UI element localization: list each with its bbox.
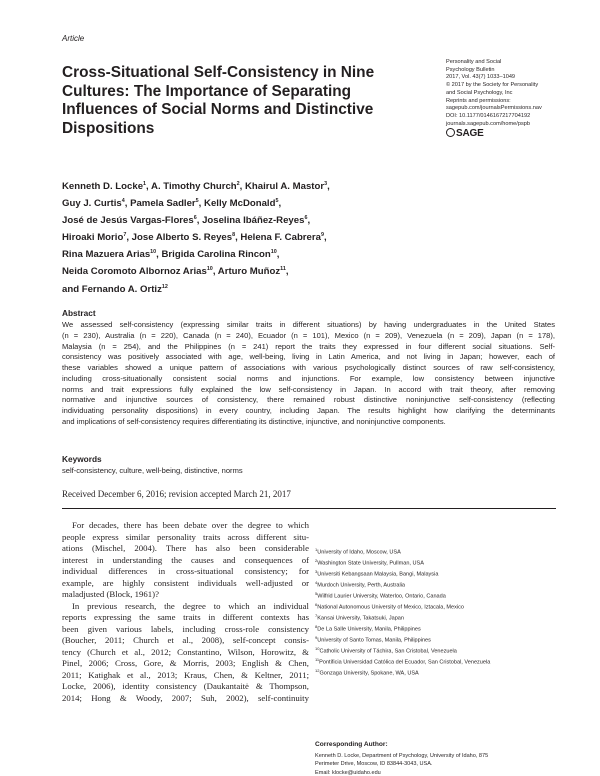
affiliation-marker: 6 [315, 602, 318, 607]
affiliation-text: Kansai University, Takatsuki, Japan [317, 615, 404, 622]
affiliation-text: Catholic University of Táchira, San Cristobal, Venezuela [319, 648, 457, 655]
author-name: Brigida Carolina Rincon [161, 249, 271, 261]
abstract-line: and implications of self-consistency requires differentiating its distinctive, injunctive, and noninjunctive components. [62, 416, 446, 426]
affiliation-marker: 3 [315, 569, 318, 574]
affiliation-marker: 1 [315, 547, 318, 552]
affiliation-item [315, 612, 560, 623]
author-affiliation-marker: 12 [161, 283, 168, 290]
affiliation-text: De La Salle University, Manila, Philippines [317, 626, 421, 633]
corresponding-line: Kenneth D. Locke, Department of Psychology, University of Idaho, 875 [315, 753, 489, 759]
author-line: and Fernando A. Ortiz$^{12}$ [62, 283, 168, 295]
affiliation-marker: 5 [315, 591, 318, 596]
affiliation-item [315, 546, 560, 557]
affiliation-item [315, 568, 560, 579]
title-line: Cultures: The Importance of Separating [62, 82, 352, 100]
affiliation-item [315, 667, 560, 678]
sage-circle-icon [446, 128, 455, 137]
article-type-label: Article [62, 34, 85, 43]
journal-info-line: Personality and Social [446, 59, 502, 65]
section-divider [62, 508, 556, 509]
abstract-line: individuating personality dispositions) in every country, including Japan. The results highlight how clarifying the determinants [62, 406, 555, 415]
author-affiliation-marker: 6 [304, 215, 308, 222]
journal-info [446, 59, 566, 128]
affiliation-item [315, 579, 560, 590]
author-name: Hiroaki Morio [62, 232, 124, 244]
author-name: Khairul A. Mastor [245, 181, 325, 192]
paper-title [62, 64, 422, 138]
body-line: 2014; Hong & Woody, 2007; Suh, 2002), self-continuity [62, 692, 309, 703]
affiliation-marker: 4 [315, 580, 318, 585]
author-name: Joselina Ibáñez-Reyes [202, 215, 305, 227]
author-affiliation-marker: 8 [232, 232, 236, 239]
affiliation-text: Washington State University, Pullman, USA [317, 560, 424, 567]
affiliation-marker: 8 [315, 624, 318, 629]
author-name: A. Timothy Church [151, 181, 237, 192]
author-name: Guy J. Curtis [62, 198, 122, 210]
author-affiliation-marker: 4 [121, 198, 125, 205]
body-line: Pinel, 2006; Cross, Gore, & Morris, 2003; English & Chen, [62, 658, 309, 668]
author-name: Fernando A. Ortiz [81, 283, 162, 295]
body-line: 2011; Katighak et al., 2013; Kraus, Chen, & Keltner, 2011; [62, 669, 309, 680]
title-line: Dispositions [62, 119, 155, 137]
journal-info-line: journals.sagepub.com/home/pspb [446, 120, 530, 127]
author-name: Rina Mazuera Arias [62, 249, 151, 261]
abstract-line: norms and trait expressions fully explained the low self-consistency in Japan. In accord with trait theory, after removing [62, 384, 555, 394]
author-name: Arturo Muñoz [217, 266, 281, 278]
abstract-line: these variables showed a unique pattern of associations with various psychologically distinct sources of raw self-consistency, [62, 363, 555, 372]
abstract-body [62, 320, 555, 428]
body-text [62, 520, 309, 704]
abstract-line: normative and injunctive sources of consistency, there remained robust distinctive noninjunctive self-consistency (reflecting [62, 395, 555, 405]
sage-logo [446, 128, 484, 139]
body-line: example, are highly consistent individuals well-adjusted or [62, 577, 309, 588]
affiliation-item [315, 601, 560, 612]
affiliation-marker: 9 [315, 635, 318, 640]
affiliation-text: Gonzaga University, Spokane, WA, USA [319, 670, 419, 677]
author-affiliation-marker: 10 [270, 249, 277, 256]
author-name: Pamela Sadler [130, 198, 196, 210]
author-affiliation-marker: 1 [143, 181, 147, 187]
journal-info-line: © 2017 by the Society for Personality [446, 82, 539, 89]
author-name: Helena F. Cabrera [240, 232, 321, 244]
author-name: Kenneth D. Locke [62, 181, 144, 192]
affiliation-marker: 7 [315, 613, 318, 618]
author-name: Kelly McDonald [204, 198, 276, 210]
author-affiliation-marker: 7 [123, 232, 127, 239]
affiliation-item [315, 623, 560, 634]
affiliation-item [315, 656, 560, 667]
affiliation-marker: 10 [315, 646, 320, 651]
body-line: people express similar personality traits across different situ- [62, 531, 309, 542]
body-line: tency (Church et al., 2012; Constantino, Wilson, Horowitz, & [62, 646, 309, 657]
body-line: interest in understanding the causes and consequences of [62, 554, 309, 565]
abstract-line: including cross-situationally consistent social norms and injunctions. For example, low consistency between injunctive [62, 373, 555, 383]
affiliation-text: Murdoch University, Perth, Australia [317, 582, 405, 589]
author-list [62, 177, 432, 297]
abstract-line: consistency was positively associated with age, well-being, living in Latin America, and not living in Japan; however, each of [62, 352, 555, 362]
author-name: José de Jesús Vargas-Flores [62, 215, 194, 227]
body-line: For decades, there has been debate over the degree to which [72, 520, 309, 530]
affiliations [315, 546, 560, 678]
author-line: Hiroaki Morio$^7$, Jose Alberto S. Reyes$^8$, Helena F. Cabrera$^9$, [62, 232, 327, 244]
corresponding-author-heading: Corresponding Author: [315, 741, 388, 748]
author-name: Neida Coromoto Albornoz Arias [62, 266, 207, 278]
author-line: Rina Mazuera Arias$^{10}$, Brigida Carolina Rincon$^{10}$, [62, 249, 280, 261]
author-affiliation-marker: 3 [324, 181, 328, 187]
author-affiliation-marker: 6 [193, 215, 197, 222]
body-line: (Boucher, 2011; Church et al., 2008), self-concept consis- [62, 635, 309, 645]
abstract-line: Malaysia (n = 254), and the Philippines (n = 241) report the traits they expressed in four different social situations. Self- [62, 341, 555, 351]
affiliation-marker: 11 [315, 657, 320, 662]
author-line: Guy J. Curtis$^4$, Pamela Sadler$^5$, Kelly McDonald$^5$, [62, 198, 282, 210]
affiliation-item [315, 634, 560, 645]
author-affiliation-marker: 9 [320, 232, 324, 239]
author-name: Jose Alberto S. Reyes [131, 232, 233, 244]
body-line: In previous research, the degree to which an individual [72, 600, 309, 611]
author-line: Neida Coromoto Albornoz Arias$^{10}$, Arturo Muñoz$^{11}$, [62, 266, 289, 278]
journal-info-line: sagepub.com/journalsPermissions.nav [446, 105, 542, 112]
abstract-line: (n = 230), Australia (n = 220), Canada (n = 240), Ecuador (n = 101), Mexico (n = 209), Venezuela (n = 209), Japan (n = 178), [62, 330, 555, 340]
journal-info-line: and Social Psychology, Inc [446, 89, 513, 96]
author-affiliation-marker: 5 [195, 198, 199, 205]
corresponding-line: Email: klocke@uidaho.edu [315, 769, 381, 776]
affiliation-item [315, 590, 560, 601]
affiliation-text: Universiti Kebangsaan Malaysia, Bangi, Malaysia [317, 571, 439, 578]
body-line: been given various labels, including cross-role consistency [62, 623, 309, 634]
corresponding-author [315, 752, 560, 776]
affiliation-marker: 12 [315, 668, 320, 673]
affiliation-text: University of Idaho, Moscow, USA [317, 549, 401, 556]
body-line: individual differences in cross-situational consistency; for [62, 566, 309, 576]
affiliation-text: University of Santo Tomas, Manila, Philippines [317, 637, 431, 644]
journal-info-line: Reprints and permissions: [446, 97, 511, 104]
keywords-heading: Keywords [62, 454, 102, 464]
affiliation-text: National Autonomous University of Mexico, Iztacala, Mexico [317, 604, 464, 611]
title-line: Influences of Social Norms and Distinctive [62, 101, 374, 118]
keywords-text: self-consistency, culture, well-being, distinctive, norms [62, 466, 243, 475]
author-line: Kenneth D. Locke$^1$, A. Timothy Church$^2$, Khairul A. Mastor$^3$, [62, 181, 330, 192]
author-line: José de Jesús Vargas-Flores$^6$, Joselina Ibáñez-Reyes$^6$, [62, 215, 311, 227]
affiliation-marker: 2 [315, 558, 318, 563]
journal-info-line: DOI: 10.1177/0146167217704192 [446, 112, 531, 119]
title-line: Cross-Situational Self-Consistency in Nine [62, 64, 375, 81]
abstract-heading: Abstract [62, 308, 96, 318]
author-affiliation-marker: 5 [275, 198, 279, 205]
corresponding-line: Perimeter Drive, Moscow, ID 83844-3043, USA. [315, 761, 433, 768]
body-line: ations (Mischel, 2004). There has also been considerable [62, 543, 309, 553]
author-affiliation-marker: 10 [150, 249, 157, 256]
body-line: Locke, 2006), identity consistency (Daukantaitė & Thompson, [62, 681, 309, 691]
received-dates: Received December 6, 2016; revision accepted March 21, 2017 [62, 489, 291, 499]
author-affiliation-marker: 10 [206, 266, 213, 273]
affiliation-item [315, 645, 560, 656]
author-affiliation-marker: 2 [236, 181, 240, 187]
journal-info-line: 2017, Vol. 43(7) 1033–1049 [446, 74, 516, 81]
affiliation-text: Wilfrid Laurier University, Waterloo, Ontario, Canada [317, 593, 446, 600]
body-line: reports expressing the same traits in different contexts has [62, 612, 309, 622]
author-affiliation-marker: 11 [280, 266, 286, 273]
sage-logo-text: SAGE [456, 128, 484, 139]
affiliation-text: Pontificia Universidad Católica del Ecuador, San Cristobal, Venezuela [319, 659, 491, 666]
abstract-line: We assessed self-consistency (expressing similar traits in different situations) by having undergraduates in the United States [62, 320, 555, 329]
affiliation-item [315, 557, 560, 568]
body-line: maladjusted (Block, 1961)? [62, 589, 159, 599]
journal-info-line: Psychology Bulletin [446, 66, 495, 73]
